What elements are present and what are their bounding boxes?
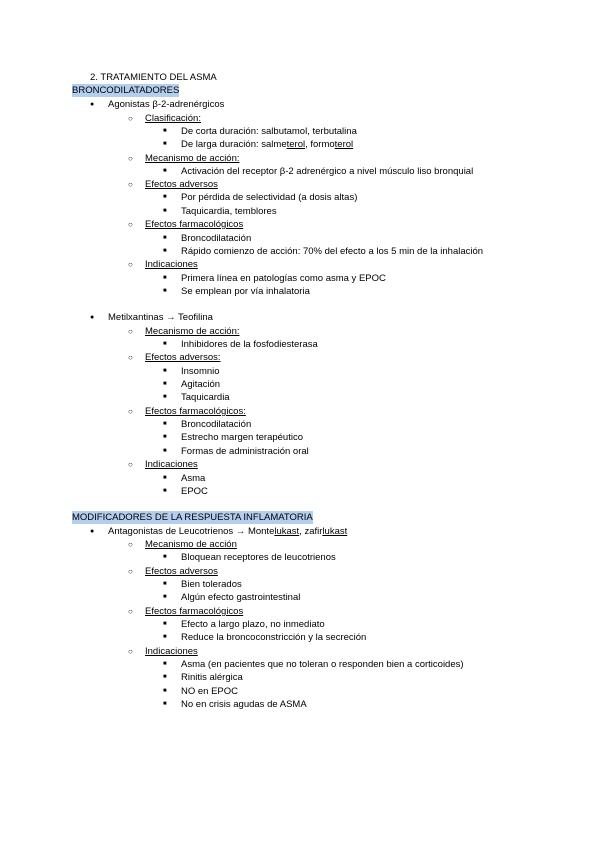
bullet-l3: ■: [163, 141, 167, 147]
list-item: Taquicardia: [181, 392, 230, 403]
list-item: EPOC: [181, 486, 208, 497]
sublabel-mecanismo: Mecanismo de acción: [145, 539, 237, 550]
list-item: Taquicardia, temblores: [181, 206, 277, 217]
bullet-l2: ○: [128, 327, 133, 336]
list-item: Bien tolerados: [181, 579, 242, 590]
list-item: Activación del receptor β-2 adrenérgico a nivel músculo liso bronquial: [181, 166, 474, 177]
bullet-l3: ■: [163, 235, 167, 241]
bullet-l3: ■: [163, 341, 167, 347]
list-item: Formas de administración oral: [181, 446, 309, 457]
sublabel-efectos-farmacologicos: Efectos farmacológicos: [145, 606, 244, 617]
list-item: Estrecho margen terapéutico: [181, 432, 303, 443]
list-item: Efecto a largo plazo, no inmediato: [181, 619, 325, 630]
list-item: Broncodilatación: [181, 419, 252, 430]
bullet-l2: ○: [128, 154, 133, 163]
bullet-l3: ■: [163, 674, 167, 680]
bullet-l3: ■: [163, 128, 167, 134]
bullet-l3: ■: [163, 488, 167, 494]
bullet-l3: ■: [163, 168, 167, 174]
list-item-antagonistas: Antagonistas de Leucotrienos → Montelukast, zafirlukast: [108, 526, 348, 537]
sublabel-mecanismo: Mecanismo de acción:: [145, 326, 240, 337]
bullet-l3: ■: [163, 475, 167, 481]
sublabel-efectos-adversos: Efectos adversos: [145, 566, 218, 577]
list-item: Agitación: [181, 379, 221, 390]
bullet-l2: ○: [128, 567, 133, 576]
bullet-l3: ■: [163, 381, 167, 387]
list-item: Inhibidores de la fosfodiesterasa: [181, 339, 318, 350]
bullet-l2: ○: [128, 180, 133, 189]
bullet-l3: ■: [163, 701, 167, 707]
sublabel-efectos-adversos: Efectos adversos:: [145, 352, 221, 363]
list-item: Asma: [181, 473, 206, 484]
bullet-l1: ●: [90, 101, 95, 108]
bullet-l2: ○: [128, 460, 133, 469]
list-item: De larga duración: salmeterol, formoterol: [181, 139, 354, 150]
list-item: Rinitis alérgica: [181, 672, 243, 683]
bullet-l3: ■: [163, 394, 167, 400]
bullet-l3: ■: [163, 275, 167, 281]
sublabel-indicaciones: Indicaciones: [145, 646, 198, 657]
list-item: Reduce la broncoconstricción y la secreción: [181, 632, 367, 643]
list-item: Rápido comienzo de acción: 70% del efecto a los 5 min de la inhalación: [181, 246, 484, 257]
bullet-l3: ■: [163, 621, 167, 627]
bullet-l1: ●: [90, 314, 95, 321]
bullet-l2: ○: [128, 260, 133, 269]
bullet-l3: ■: [163, 554, 167, 560]
bullet-l2: ○: [128, 407, 133, 416]
bullet-l3: ■: [163, 448, 167, 454]
sublabel-indicaciones: Indicaciones: [145, 459, 198, 470]
bullet-l3: ■: [163, 368, 167, 374]
list-item: Por pérdida de selectividad (a dosis altas): [181, 192, 358, 203]
list-item-metilxantinas: Metilxantinas → Teofilina: [108, 312, 213, 323]
bullet-l3: ■: [163, 208, 167, 214]
bullet-l3: ■: [163, 581, 167, 587]
bullet-l3: ■: [163, 434, 167, 440]
bullet-l3: ■: [163, 594, 167, 600]
list-item: Asma (en pacientes que no toleran o responden bien a corticoides): [181, 659, 464, 670]
list-item: Insomnio: [181, 366, 220, 377]
bullet-l2: ○: [128, 540, 133, 549]
list-item-agonistas: Agonistas β-2-adrenérgicos: [108, 99, 225, 110]
bullet-l3: ■: [163, 688, 167, 694]
list-item: Bloquean receptores de leucotrienos: [181, 552, 336, 563]
bullet-l2: ○: [128, 353, 133, 362]
bullet-l2: ○: [128, 220, 133, 229]
bullet-l3: ■: [163, 634, 167, 640]
bullet-l3: ■: [163, 194, 167, 200]
list-item: Algún efecto gastrointestinal: [181, 592, 301, 603]
bullet-l2: ○: [128, 607, 133, 616]
bullet-l3: ■: [163, 661, 167, 667]
list-item: Se emplean por vía inhalatoria: [181, 286, 310, 297]
bullet-l2: ○: [128, 114, 133, 123]
section-heading-broncodilatadores: BRONCODILATADORES: [72, 85, 180, 96]
sublabel-mecanismo: Mecanismo de acción:: [145, 153, 240, 164]
page-title: 2. TRATAMIENTO DEL ASMA: [90, 72, 217, 83]
bullet-l3: ■: [163, 288, 167, 294]
bullet-l1: ●: [90, 528, 95, 535]
bullet-l2: ○: [128, 647, 133, 656]
sublabel-efectos-farmacologicos: Efectos farmacológicos: [145, 219, 244, 230]
bullet-l3: ■: [163, 421, 167, 427]
list-item: Primera línea en patologías como asma y EPOC: [181, 273, 386, 284]
sublabel-efectos-adversos: Efectos adversos: [145, 179, 218, 190]
section-heading-modificadores: MODIFICADORES DE LA RESPUESTA INFLAMATORIA: [72, 512, 313, 523]
list-item: De corta duración: salbutamol, terbutalina: [181, 126, 357, 137]
list-item: Broncodilatación: [181, 233, 252, 244]
bullet-l3: ■: [163, 248, 167, 254]
list-item: NO en EPOC: [181, 686, 239, 697]
list-item: No en crisis agudas de ASMA: [181, 699, 307, 710]
sublabel-indicaciones: Indicaciones: [145, 259, 198, 270]
sublabel-efectos-farmacologicos: Efectos farmacológicos:: [145, 406, 246, 417]
sublabel-clasificacion: Clasificación:: [145, 113, 201, 124]
